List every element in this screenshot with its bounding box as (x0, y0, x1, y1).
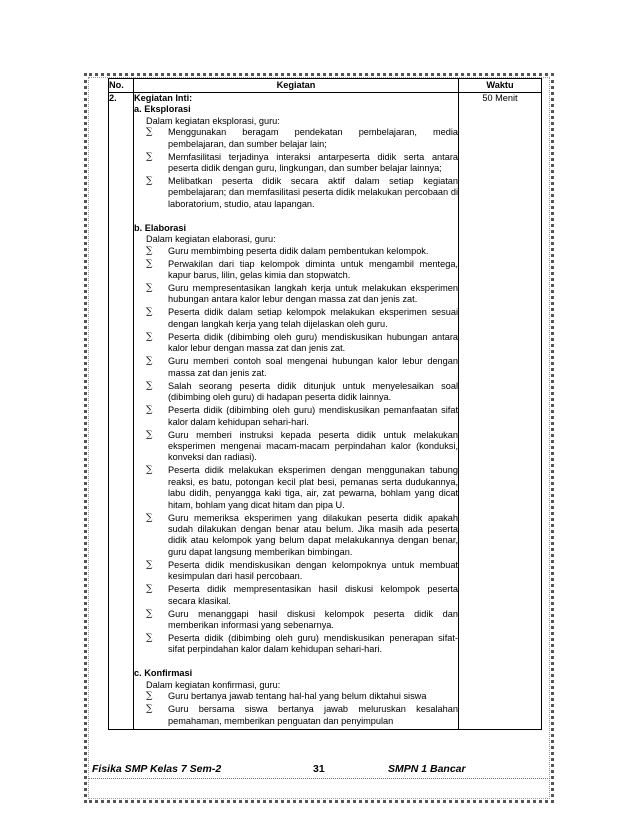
list-item (146, 127, 458, 150)
list-item-text: Peserta didik (dibimbing oleh guru) mendiskusikan hubungan antara kalor lebur dengan massa zat dan jenis zat. (168, 331, 458, 354)
list-item (146, 633, 458, 656)
elaborasi-intro: Dalam kegiatan elaborasi, guru: (146, 234, 276, 245)
bullet-icon: ∑ (146, 559, 153, 570)
list-item-text: Peserta didik mempresentasikan hasil diskusi kelompok peserta secara klasikal. (168, 584, 458, 606)
list-item (146, 465, 458, 511)
bullet-icon: ∑ (146, 151, 153, 162)
list-item (146, 584, 458, 607)
bullet-icon: ∑ (146, 691, 153, 702)
list-item (146, 152, 458, 175)
bullet-icon: ∑ (146, 632, 153, 643)
eksplorasi-intro: Dalam kegiatan eksplorasi, guru: (146, 115, 280, 126)
header-no: No. (109, 79, 134, 93)
list-item-text: Salah seorang peserta didik ditunjuk untuk menyelesaikan soal (dibimbing oleh guru) di hadapan peserta didik lainnya. (168, 380, 458, 403)
list-item-text: Melibatkan peserta didik secara aktif dalam setiap kegiatan pembelajaran; dan memfasilitasi peserta didik melakukan percobaan di laboratorium, studio, atau lapangan. (168, 176, 458, 209)
list-item (146, 332, 458, 355)
list-item-text: Guru menanggapi hasil diskusi kelompok peserta didik dan memberikan informasi yang sebenarnya. (168, 608, 458, 630)
list-item (146, 259, 458, 282)
bullet-icon: ∑ (146, 127, 153, 138)
kegiatan-cell (134, 93, 459, 730)
bullet-icon: ∑ (146, 465, 153, 476)
list-item-text: Guru memberi instruksi kepada peserta didik untuk melakukan eksperimen mengenai macam-macam perpindahan kalor (konduksi, konveksi dan radiasi). (168, 429, 458, 463)
list-item-text: Guru membimbing peserta didik dalam pembentukan kelompok. (168, 245, 429, 256)
bullet-icon: ∑ (146, 283, 153, 294)
list-item (146, 609, 458, 632)
section-title: Kegiatan Inti: (134, 93, 193, 103)
list-item (146, 430, 458, 464)
list-item-text: Guru memeriksa eksperimen yang dilakukan peserta didik apakah sudah dilakukan dengan benar atau belum. Jika masih ada peserta didik atau kelompok yang belum dapat melakukannya dengan benar, guru dapat langsung memberikan bimbingan. (168, 512, 458, 557)
list-item-text: Peserta didik (dibimbing oleh guru) mendiskusikan penerapan sifat-sifat perpindahan kalor dalam kehidupan sehari-hari. (168, 632, 458, 655)
bullet-icon: ∑ (146, 307, 153, 318)
list-item (146, 307, 458, 330)
header-kegiatan: Kegiatan (134, 79, 459, 93)
bullet-icon: ∑ (146, 704, 153, 715)
list-item (146, 513, 458, 559)
list-item (146, 691, 458, 702)
waktu-cell: 50 Menit (459, 93, 542, 730)
footer-subject: Fisika SMP Kelas 7 Sem-2 (92, 763, 222, 775)
bullet-icon: ∑ (146, 258, 153, 269)
list-item-text: Peserta didik (dibimbing oleh guru) mendiskusikan pemanfaatan sifat kalor dalam kehidupan sehari-hari. (168, 405, 458, 427)
eksplorasi-heading: a. Eksplorasi (134, 104, 191, 115)
list-item (146, 356, 458, 379)
list-item (146, 176, 458, 210)
bullet-icon: ∑ (146, 608, 153, 619)
konfirmasi-list (134, 691, 458, 727)
list-item-text: Peserta didik mendiskusikan dengan kelompoknya untuk membuat kesimpulan dari hasil percobaan. (168, 559, 458, 582)
bullet-icon: ∑ (146, 405, 153, 416)
list-item-text: Guru memberi contoh soal mengenai hubungan kalor lebur dengan massa zat dan jenis zat. (168, 356, 458, 378)
list-item-text: Peserta didik melakukan eksperimen dengan menggunakan tabung reaksi, es batu, potongan kecil plat besi, pemanas serta dudukannya, labu didih, penyangga kaki tiga, air, zat pewarna, bohlam yang dicat hitam, bohlam yang dicat hitam dan pipa U. (168, 465, 458, 510)
header-waktu: Waktu (459, 79, 542, 93)
list-item-text: Guru bersama siswa bertanya jawab meluruskan kesalahan pemahaman, memberikan penguatan dan penyimpulan (168, 704, 458, 726)
bullet-icon: ∑ (146, 176, 153, 187)
row-number: 2. (109, 93, 134, 730)
list-item-text: Memfasilitasi terjadinya interaksi antarpeserta didik serta antara peserta didik dengan guru, lingkungan, dan sumber belajar lainnya; (168, 151, 458, 174)
bullet-icon: ∑ (146, 331, 153, 342)
bullet-icon: ∑ (146, 512, 153, 523)
list-item (146, 246, 458, 257)
konfirmasi-heading: c. Konfirmasi (134, 668, 193, 679)
konfirmasi-intro: Dalam kegiatan konfirmasi, guru: (146, 679, 281, 690)
list-item-text: Menggunakan beragam pendekatan pembelajaran, media pembelajaran, dan sumber belajar lain; (168, 127, 458, 149)
page-number: 31 (313, 763, 325, 775)
footer-divider (88, 778, 550, 779)
table-header-row (109, 79, 542, 93)
list-item-text: Peserta didik dalam setiap kelompok melakukan eksperimen sesuai dengan langkah kerja yang telah dijelaskan oleh guru. (168, 307, 458, 329)
list-item-text: Guru bertanya jawab tentang hal-hal yang belum diktahui siswa (168, 691, 427, 702)
elaborasi-heading: b. Elaborasi (134, 222, 187, 233)
bullet-icon: ∑ (146, 429, 153, 440)
bullet-icon: ∑ (146, 380, 153, 391)
list-item-text: Perwakilan dari tiap kelompok diminta untuk mengambil mentega, kapur barus, lilin, gelas kimia dan stopwatch. (168, 258, 458, 281)
footer-school: SMPN 1 Bancar (388, 763, 466, 775)
list-item (146, 283, 458, 306)
bullet-icon: ∑ (146, 356, 153, 367)
bullet-icon: ∑ (146, 245, 153, 256)
bullet-icon: ∑ (146, 584, 153, 595)
lesson-table (108, 78, 542, 730)
eksplorasi-list (134, 127, 458, 210)
list-item (146, 381, 458, 404)
table-row (109, 93, 542, 730)
elaborasi-list (134, 246, 458, 656)
list-item-text: Guru mempresentasikan langkah kerja untuk melakukan eksperimen hubungan antara kalor lebur dengan massa zat dan jenis zat. (168, 283, 458, 305)
list-item (146, 704, 458, 727)
list-item (146, 405, 458, 428)
list-item (146, 560, 458, 583)
